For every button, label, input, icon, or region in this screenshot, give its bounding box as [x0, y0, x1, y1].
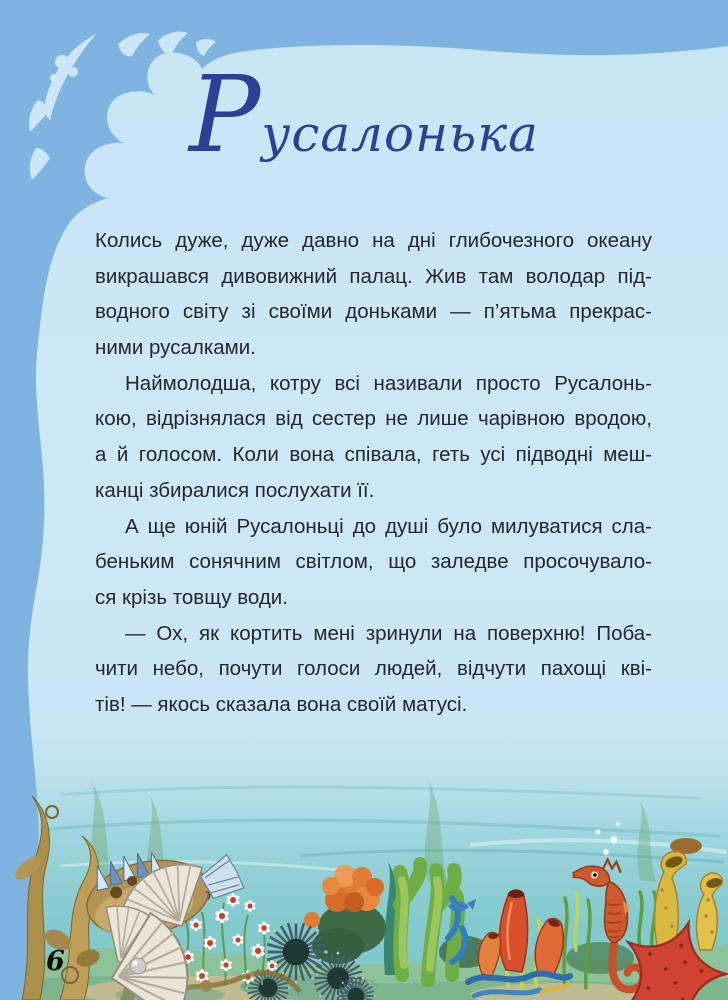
story-title: Русалонька — [189, 53, 539, 176]
text-line: Колись дуже, дуже давно на дні глибочезного океану — [95, 229, 652, 252]
text-line: ними русалками. — [95, 336, 256, 360]
text-line: А ще юній Русалоньці до душі було милуватися сла- — [125, 514, 652, 538]
text-line: Наймолодша, котру всі називали просто Русалонь- — [125, 371, 652, 395]
text-line: водного світу зі своїми доньками — п’ятьма прекрас- — [95, 300, 652, 324]
page-number: 6 — [46, 946, 65, 977]
text-line: чити небо, почути голоси людей, відчути пахощі кві- — [95, 657, 652, 681]
text-line: беньким сонячним світлом, що заледве просочувало- — [95, 550, 652, 574]
story-text — [95, 223, 652, 723]
pearl — [130, 958, 146, 974]
text-line: а й голосом. Коли вона співала, геть усі підводні меш- — [95, 443, 652, 467]
text-line: канці збиралися послухати її. — [95, 478, 375, 502]
underwater-scene — [0, 700, 728, 1000]
text-line: тів! — якось сказала вона своїй матусі. — [95, 692, 468, 716]
text-line: — Ох, як кортить мені зринули на поверхню! Поба- — [125, 621, 652, 645]
text-line: кою, відрізнялася від сестер не лише чарівною вродою, — [95, 407, 652, 431]
text-line: ся крізь товщу води. — [95, 585, 288, 609]
text-line: викрашався дивовижний палац. Жив там володар під- — [95, 264, 652, 288]
